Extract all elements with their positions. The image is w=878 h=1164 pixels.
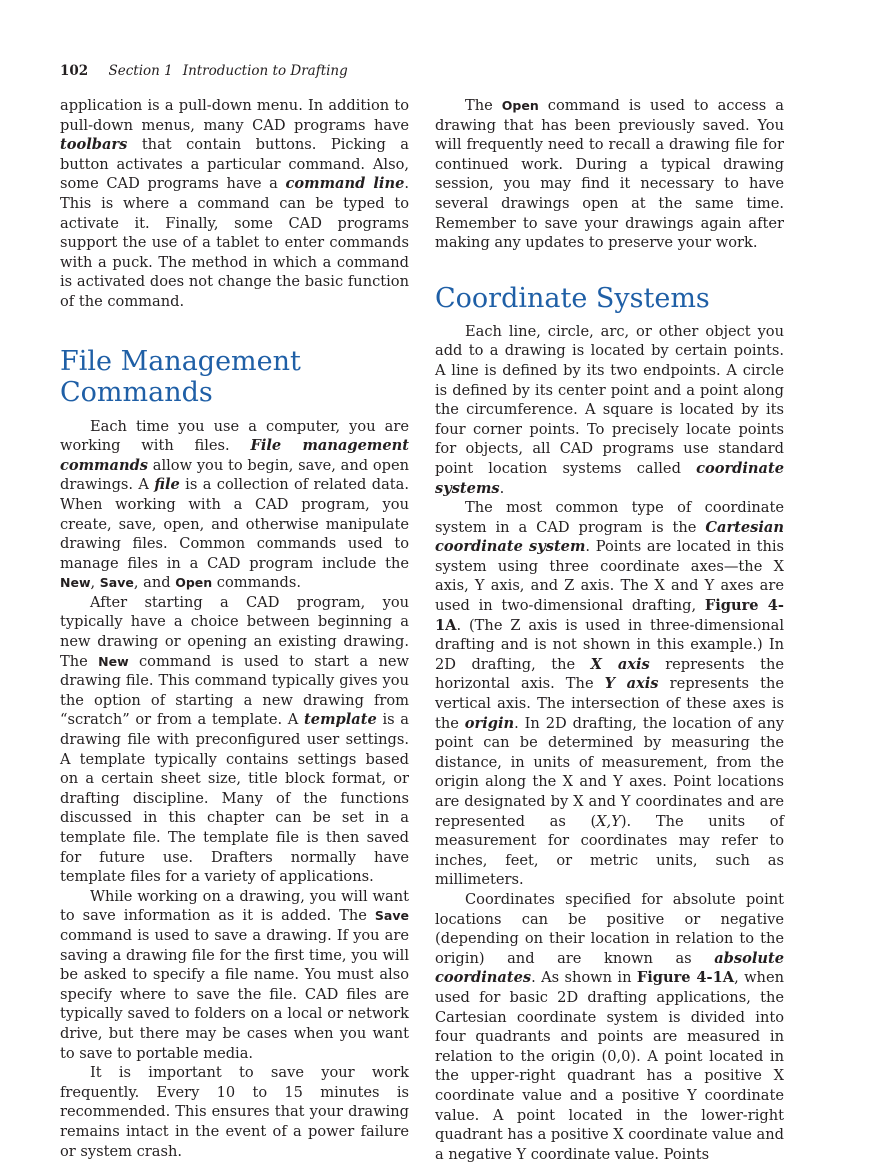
command-name: Open [501, 98, 539, 113]
paragraph: Each time you use a computer, you are working with files. File management commands allow you to begin, save, and open drawings. A file is a collection of related data. When working with a CAD program, you create, save, open, and otherwise manipulate drawing files. Common commands used to manage files in a CAD program include the New, Save, and Open commands. [60, 417, 409, 592]
paragraph: While working on a drawing, you will want to save information as it is added. The Save command is used to save a drawing. If you are saving a drawing file for the first time, you will be asked to specify a file name. You must also specify where to save the file. CAD files are typically saved to folders on a local or network drive, but there may be cases when you want to save to portable media. [60, 887, 409, 1062]
right-column [435, 96, 784, 1164]
command-name: New [98, 653, 129, 669]
command-name: Save [374, 908, 409, 924]
running-header [60, 63, 358, 79]
key-term: Cartesian coordinate system [435, 518, 784, 556]
key-term: absolute coordinates [435, 949, 784, 987]
chapter-title: Introduction to Drafting [182, 63, 348, 79]
key-term: command line [285, 175, 405, 193]
paragraph: The Open command is used to access a drawing that has been previously saved. You will frequently need to recall a drawing file for continued work. During a typical drawing session, you may find it necessary to have several drawings open at the same time. Remember to save your drawings again after making any updates to preserve your work. [435, 97, 784, 252]
key-term: File management commands [60, 437, 409, 474]
paragraph: The most common type of coordinate system in a CAD program is the Cartesian coordinate system. Points are located in this system using three coordinate axes—the X axis, Y axis, and Z axis. The X and Y axes are used in two-dimensional drafting, Figure 4-1A. (The Z axis is used in three-dimensional drafting and is not shown in this example.) In 2D drafting, the X axis represents the horizontal axis. The Y axis represents the vertical axis. The intersection of these axes is the origin. In 2D drafting, the location of any point can be determined by measuring the distance, in units of measurement, from the origin along the X and Y axes. Point locations are designated by X and Y coordinates and are represented as (X,Y). The units of measurement for coordinates may refer to inches, feet, or metric units, such as millimeters. [435, 499, 785, 889]
figure-reference: Figure 4-1A [636, 969, 735, 987]
key-term: file [154, 476, 180, 494]
paragraph: Coordinates specified for absolute point locations can be positive or negative (depending on their location in relation to the origin) and are known as absolute coordinates. As shown in Figure 4-1A, when used for basic 2D drafting applications, the Cartesian coordinate system is divided into four quadrants and points are measured in relation to the origin (0,0). A point located in the upper-right quadrant has a positive X coordinate value and a positive Y coordinate value. A point located in the lower-right quadrant has a positive X coordinate value and a negative Y coordinate value. Points [435, 890, 784, 1163]
key-term: origin [464, 714, 515, 732]
command-name: New [60, 575, 91, 591]
paragraph: Each line, circle, arc, or other object you add to a drawing is located by certain points. A line is defined by its two endpoints. A circle is defined by its center point and a point along the circumference. A square is located by its four corner points. To precisely locate points for objects, all CAD programs use standard point location systems called coordinate systems. [435, 322, 784, 497]
section-heading: File Management Commands [60, 345, 301, 408]
key-term: template [304, 711, 377, 729]
paragraph: After starting a CAD program, you typically have a choice between beginning a new drawing or opening an existing drawing. The New command is used to start a new drawing file. This command typically gives you the option of starting a new drawing from “scratch” or from a template. A template is a drawing file with preconfigured user settings. A template typically contains settings based on a certain sheet size, title block format, or drafting discipline. Many of the functions discussed in this chapter can be set in a template file. The template file is then saved for future use. Drafters normally have template files for a variety of applications. [60, 593, 409, 886]
key-term: toolbars [60, 136, 128, 154]
paragraph: It is important to save your work frequently. Every 10 to 15 minutes is recommended. This ensures that your drawing remains intact in the event of a power failure or system crash. [60, 1064, 409, 1160]
figure-reference: Figure 4-1A [435, 597, 784, 634]
command-name: Save [99, 575, 134, 591]
section-label: Section 1 [108, 63, 173, 79]
coordinate-notation: X,Y [596, 812, 621, 830]
section-heading: Coordinate Systems [435, 282, 710, 314]
section-title [108, 63, 357, 79]
page-number: 102 [60, 63, 89, 79]
key-term: coordinate systems [435, 459, 784, 497]
key-term: X axis [590, 655, 650, 673]
key-term: Y axis [604, 675, 659, 693]
left-column [60, 96, 409, 1161]
command-name: Open [175, 575, 213, 591]
paragraph: application is a pull-down menu. In addition to pull-down menus, many CAD programs have toolbars that contain buttons. Picking a button activates a particular command. Also, some CAD programs have a command line. This is where a command can be typed to activate it. Finally, some CAD programs support the use of a tablet to enter commands with a puck. The method in which a command is activated does not change the basic function of the command. [60, 97, 409, 310]
